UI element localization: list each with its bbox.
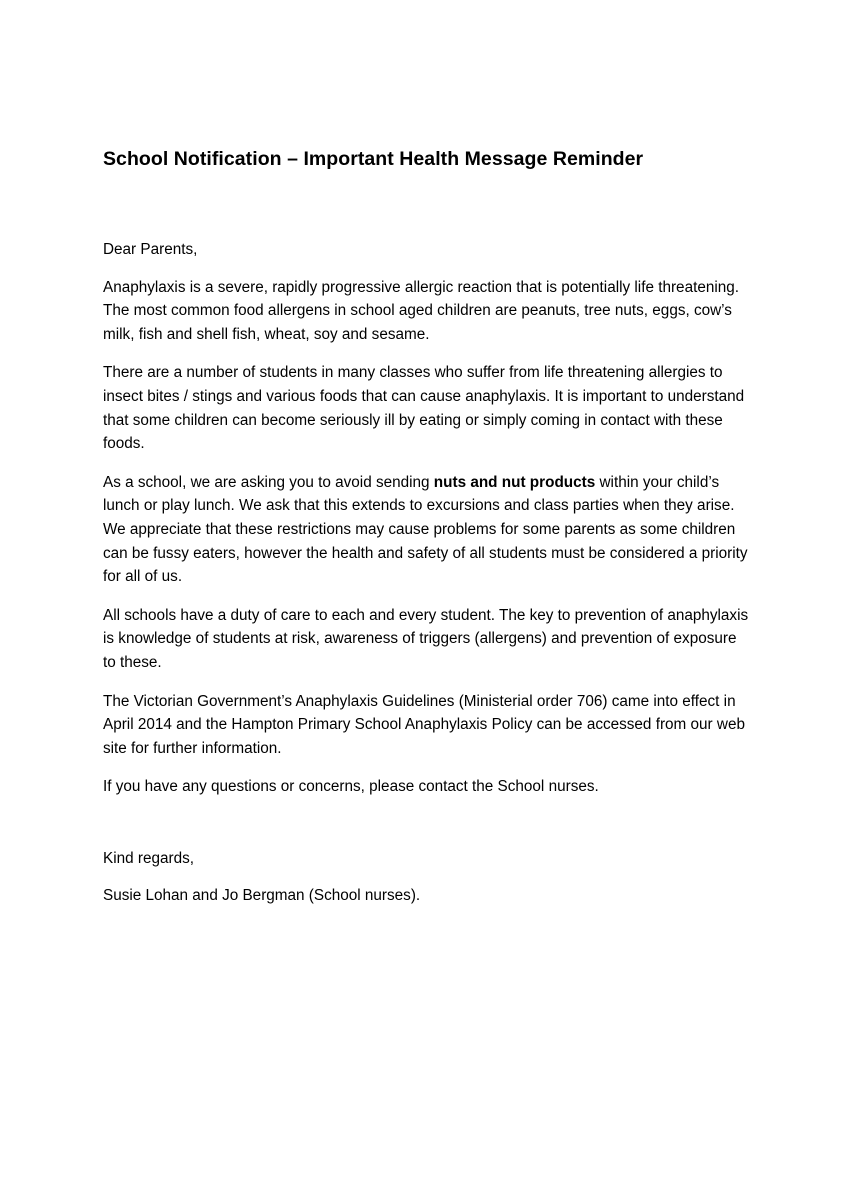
letter-body <box>103 238 753 923</box>
greeting: Dear Parents, <box>103 241 198 258</box>
paragraph-anaphylaxis-definition: Anaphylaxis is a severe, rapidly progressive allergic reaction that is potentially life threatening. The most common food allergens in school aged children are peanuts, tree nuts, eggs, cow’s milk, fish and shell fish, wheat, soy and sesame. <box>103 278 740 343</box>
paragraph-students-allergies: There are a number of students in many classes who suffer from life threatening allergies to insect bites / stings and various foods that can cause anaphylaxis. It is important to understand that some children can become seriously ill by eating or simply coming in contact with these foods. <box>103 364 745 453</box>
page-title: School Notification – Important Health Message Reminder <box>103 148 644 170</box>
signature: Susie Lohan and Jo Bergman (School nurses). <box>103 887 421 905</box>
nut-request-text-start: As a school, we are asking you to avoid sending <box>103 473 434 491</box>
paragraph-duty-of-care: All schools have a duty of care to each and every student. The key to prevention of anaphylaxis is knowledge of students at risk, awareness of triggers (allergens) and prevention of exposure to these. <box>103 606 749 671</box>
closing: Kind regards, <box>103 849 194 867</box>
paragraph-guidelines: The Victorian Government’s Anaphylaxis Guidelines (Ministerial order 706) came into effect in April 2014 and the Hampton Primary School Anaphylaxis Policy can be accessed from our web site for further information. <box>103 692 745 757</box>
nut-request-emphasis: nuts and nut products <box>433 473 596 491</box>
paragraph-contact: If you have any questions or concerns, please contact the School nurses. <box>103 778 599 796</box>
paragraph-nut-request <box>103 471 753 589</box>
nut-request-text-end: within your child’s lunch or play lunch. We ask that this extends to excursions and class parties when they arise. We appreciate that these restrictions may cause problems for some parents as some children can be fussy eaters, however the health and safety of all students must be considered a priority for all of us. <box>103 473 748 586</box>
